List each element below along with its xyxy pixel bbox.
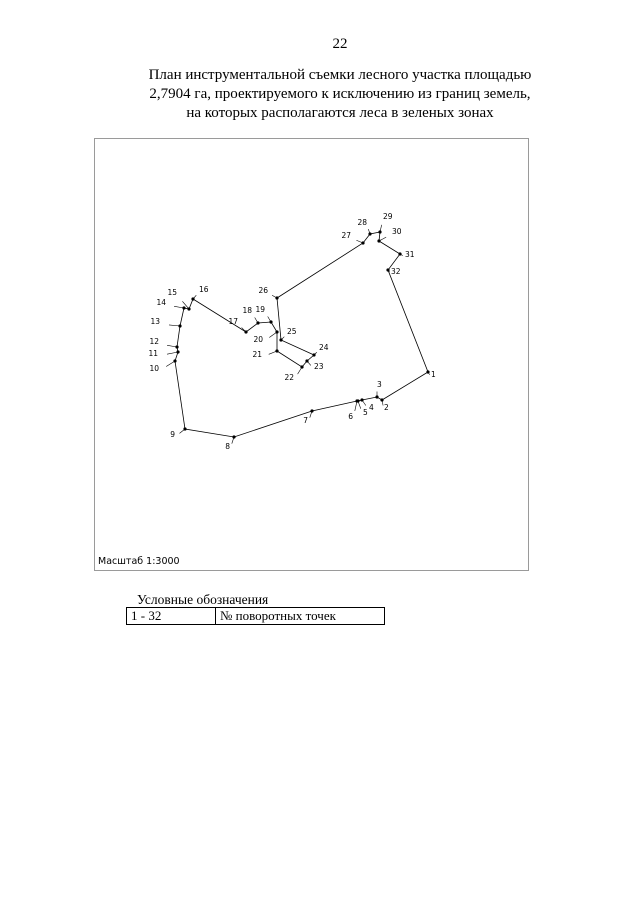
point-label-14: 14 (156, 298, 166, 307)
leader-line-5 (358, 401, 361, 409)
title-line-2: 2,7904 га, проектируемого к исключению из границ земель, (149, 86, 531, 102)
point-label-11: 11 (148, 349, 158, 358)
leader-line-27 (356, 240, 363, 243)
point-label-27: 27 (341, 231, 351, 240)
point-label-13: 13 (150, 317, 160, 326)
point-label-8: 8 (225, 442, 230, 451)
leader-line-4 (362, 400, 366, 406)
legend-table (126, 607, 385, 625)
point-label-1: 1 (431, 370, 436, 379)
leader-line-10 (166, 361, 175, 367)
point-label-16: 16 (199, 285, 209, 294)
point-label-15: 15 (167, 288, 177, 297)
leader-line-16 (193, 295, 196, 299)
point-label-24: 24 (319, 343, 329, 352)
page-title (130, 66, 550, 123)
point-label-7: 7 (303, 416, 308, 425)
plot-boundary-line (175, 232, 428, 437)
title-line-1: План инструментальной съемки лесного участка площадью (148, 67, 532, 83)
leader-line-11 (167, 352, 178, 354)
page-number: 22 (332, 36, 348, 52)
leader-line-22 (298, 367, 302, 374)
point-label-6: 6 (348, 412, 353, 421)
point-label-23: 23 (314, 362, 324, 371)
point-label-22: 22 (284, 373, 294, 382)
leader-line-23 (307, 361, 311, 365)
leader-line-9 (180, 429, 186, 433)
leader-line-12 (167, 345, 177, 347)
scale-label: Масштаб 1:3000 (98, 556, 180, 567)
point-label-20: 20 (253, 335, 263, 344)
leader-line-18 (255, 318, 258, 324)
point-label-17: 17 (228, 317, 238, 326)
leader-line-25 (281, 337, 284, 340)
leader-line-30 (379, 237, 386, 241)
survey-plot (95, 139, 530, 572)
point-label-25: 25 (287, 327, 297, 336)
point-label-4: 4 (369, 403, 374, 412)
leader-line-21 (269, 351, 277, 354)
point-label-5: 5 (363, 408, 368, 417)
legend-symbol: 1 - 32 (127, 608, 216, 625)
point-label-18: 18 (242, 306, 252, 315)
legend-description: № поворотных точек (216, 608, 385, 625)
survey-map (94, 138, 529, 571)
point-label-30: 30 (392, 227, 402, 236)
legend-row (127, 608, 385, 625)
leader-line-6 (355, 401, 357, 411)
point-label-32: 32 (391, 267, 401, 276)
point-label-19: 19 (255, 305, 265, 314)
point-label-26: 26 (258, 286, 268, 295)
point-label-31: 31 (405, 250, 415, 259)
point-label-3: 3 (377, 380, 382, 389)
leader-line-19 (268, 317, 271, 323)
point-label-2: 2 (384, 403, 389, 412)
point-label-10: 10 (149, 364, 159, 373)
legend-title: Условные обозначения (137, 592, 269, 607)
point-label-29: 29 (383, 212, 393, 221)
leader-line-13 (169, 325, 180, 326)
leader-line-14 (174, 306, 184, 308)
point-label-21: 21 (252, 350, 262, 359)
point-label-9: 9 (170, 430, 175, 439)
title-line-3: на которых располагаются леса в зеленых зонах (186, 105, 494, 121)
leader-line-20 (269, 332, 277, 338)
point-label-12: 12 (149, 337, 159, 346)
point-label-28: 28 (357, 218, 367, 227)
